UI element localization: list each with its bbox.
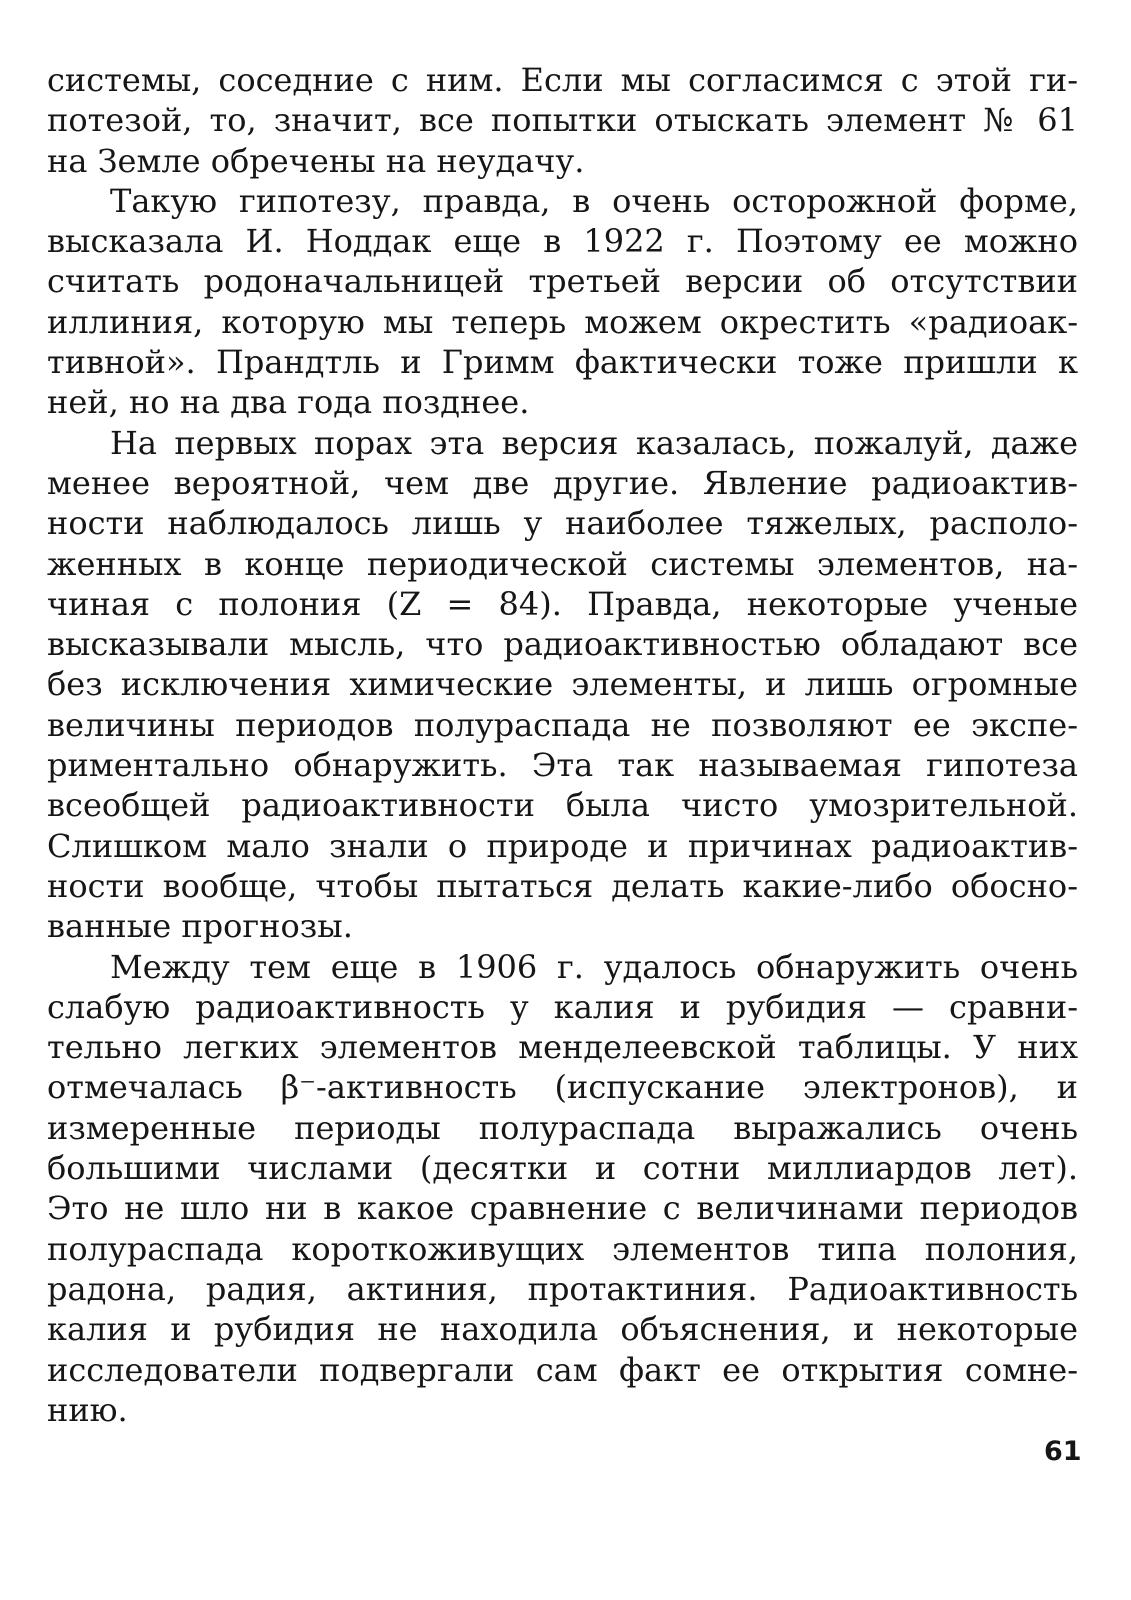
text-line: радона, радия, актиния, протактиния. Радиоактивность [47, 1269, 1078, 1308]
text-line: ности вообще, чтобы пытаться делать какие-либо обосно- [47, 866, 1078, 905]
text-line: ней, но на два года позднее. [47, 383, 530, 422]
text-line: женных в конце периодической системы элементов, на- [47, 544, 1078, 583]
text-line: системы, соседние с ним. Если мы согласимся с этой ги- [47, 61, 1078, 99]
text-line: нию. [47, 1390, 128, 1429]
text-line: слабую радиоактивность у калия и рубидия — сравни- [47, 987, 1078, 1026]
text-line: исследователи подвергали сам факт ее открытия сомне- [47, 1350, 1078, 1389]
text-line: отмечалась β⁻-активность (испускание электронов), и [47, 1068, 1078, 1107]
text-line: без исключения химические элементы, и лишь огромные [47, 665, 1078, 704]
text-line: чиная с полония (Z = 84). Правда, некоторые ученые [47, 584, 1078, 623]
text-line: величины периодов полураспада не позволяют ее экспе- [47, 705, 1078, 744]
paragraph [47, 60, 1078, 181]
text-line: полураспада короткоживущих элементов типа полония, [47, 1229, 1078, 1268]
text-line: потезой, то, значит, все попытки отыскать элемент № 61 [47, 101, 1078, 140]
text-line: Это не шло ни в какое сравнение с величинами периодов [47, 1189, 1078, 1228]
text-line: Между тем еще в 1906 г. удалось обнаружить очень [110, 947, 1078, 986]
text-line: калия и рубидия не находила объяснения, и некоторые [47, 1310, 1078, 1349]
text-line: Слишком мало знали о природе и причинах радиоактив- [47, 826, 1078, 865]
paragraph [47, 423, 1078, 947]
text-line: измеренные периоды полураспада выражались очень [47, 1108, 1078, 1147]
text-line: ности наблюдалось лишь у наиболее тяжелых, располо- [47, 504, 1078, 543]
text-line: всеобщей радиоактивности была чисто умозрительной. [47, 786, 1078, 825]
text-line: считать родоначальницей третьей версии об отсутствии [47, 262, 1078, 301]
text-line: большими числами (десятки и сотни миллиардов лет). [47, 1149, 1078, 1188]
text-line: менее вероятной, чем две другие. Явление радиоактив- [47, 463, 1078, 502]
page-number: 61 [1044, 1436, 1082, 1467]
page-text [47, 60, 1078, 1430]
text-line: высказала И. Ноддак еще в 1922 г. Поэтому ее можно [47, 222, 1078, 261]
paragraph [47, 947, 1078, 1431]
text-line: На первых порах эта версия казалась, пожалуй, даже [110, 423, 1078, 462]
text-line: тивной». Прандтль и Гримм фактически тоже пришли к [47, 343, 1078, 382]
text-line: ванные прогнозы. [47, 907, 353, 946]
text-line: высказывали мысль, что радиоактивностью обладают все [47, 625, 1078, 664]
text-line: тельно легких элементов менделеевской таблицы. У них [47, 1028, 1078, 1067]
paragraph [47, 181, 1078, 423]
text-line: Такую гипотезу, правда, в очень осторожной форме, [110, 181, 1078, 220]
text-line: на Земле обречены на неудачу. [47, 141, 585, 180]
text-line: риментально обнаружить. Эта так называемая гипотеза [47, 746, 1078, 785]
text-line: иллиния, которую мы теперь можем окрестить «радиоак- [47, 302, 1078, 341]
